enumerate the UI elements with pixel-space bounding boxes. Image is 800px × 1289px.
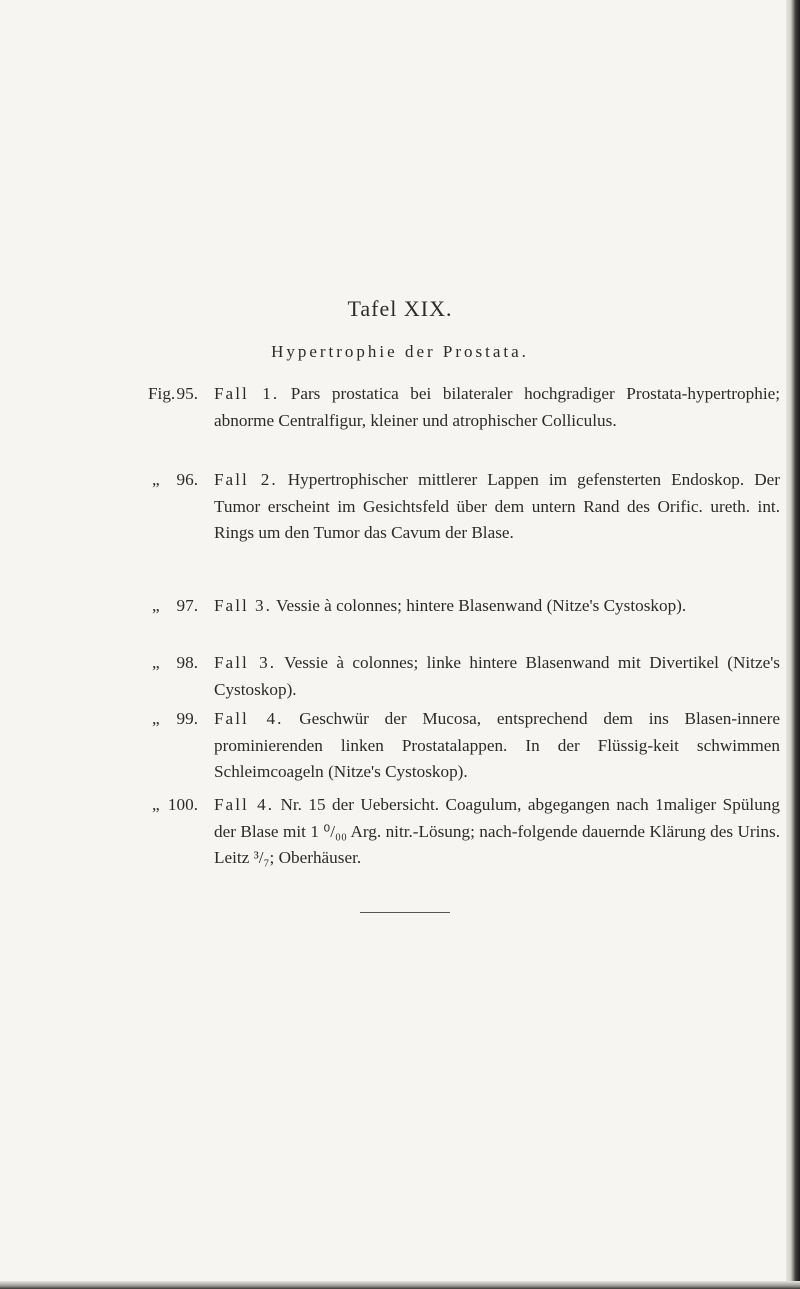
section-divider (360, 912, 450, 913)
case-label: Fall 4. (214, 709, 284, 728)
caption-text: Nr. 15 der Uebersicht. Coagulum, abgegangen nach 1maliger Spülung der Blase mit 1 ⁰/₀₀ Arg. nitr.-Lösung; nach-folgende dauernde Klärung des Urins. Leitz ³/₇; Oberhäuser. (214, 795, 780, 867)
figure-caption (214, 593, 780, 620)
figure-prefix: „ (152, 653, 160, 672)
figure-caption (214, 650, 780, 703)
figure-caption (214, 792, 780, 872)
caption-text: Vessie à colonnes; hintere Blasenwand (Nitze's Cystoskop). (275, 596, 687, 615)
caption-text: Hypertrophischer mittlerer Lappen im gefensterten Endoskop. Der Tumor erscheint im Gesichtsfeld über dem untern Rand des Orific. ureth. int. Rings um den Tumor das Cavum der Blase. (214, 470, 780, 542)
figure-number: 95. (176, 384, 198, 403)
page-bottom-shadow (0, 1281, 800, 1289)
figure-number: 98. (176, 653, 198, 672)
figure-caption (214, 381, 780, 434)
figure-prefix: „ (152, 795, 160, 814)
figure-prefix: „ (152, 470, 160, 489)
figure-number: 96. (176, 470, 198, 489)
figure-caption (214, 706, 780, 786)
case-label: Fall 2. (214, 470, 278, 489)
page-edge-shadow (786, 0, 800, 1289)
figure-number: 100. (167, 795, 198, 814)
figure-prefix: Fig. (148, 384, 176, 403)
plate-title: Tafel XIX. (347, 296, 453, 321)
figure-prefix: „ (152, 709, 160, 728)
figure-prefix: „ (152, 596, 160, 615)
figure-caption (214, 467, 780, 547)
figure-number: 97. (176, 596, 198, 615)
caption-text: Pars prostatica bei bilateraler hochgradiger Prostata-hypertrophie; abnorme Centralfigur, kleiner und atrophischer Colliculus. (214, 384, 780, 430)
plate-subtitle: Hypertrophie der Prostata. (271, 342, 529, 361)
case-label: Fall 3. (214, 596, 272, 615)
case-label: Fall 4. (214, 795, 275, 814)
case-label: Fall 3. (214, 653, 277, 672)
caption-text: Vessie à colonnes; linke hintere Blasenwand mit Divertikel (Nitze's Cystoskop). (214, 653, 780, 699)
caption-text: Geschwür der Mucosa, entsprechend dem ins Blasen-innere prominierenden linken Prostatalappen. In der Flüssig-keit schwimmen Schleimcoageln (Nitze's Cystoskop). (214, 709, 780, 781)
figure-number: 99. (176, 709, 198, 728)
case-label: Fall 1. (214, 384, 280, 403)
